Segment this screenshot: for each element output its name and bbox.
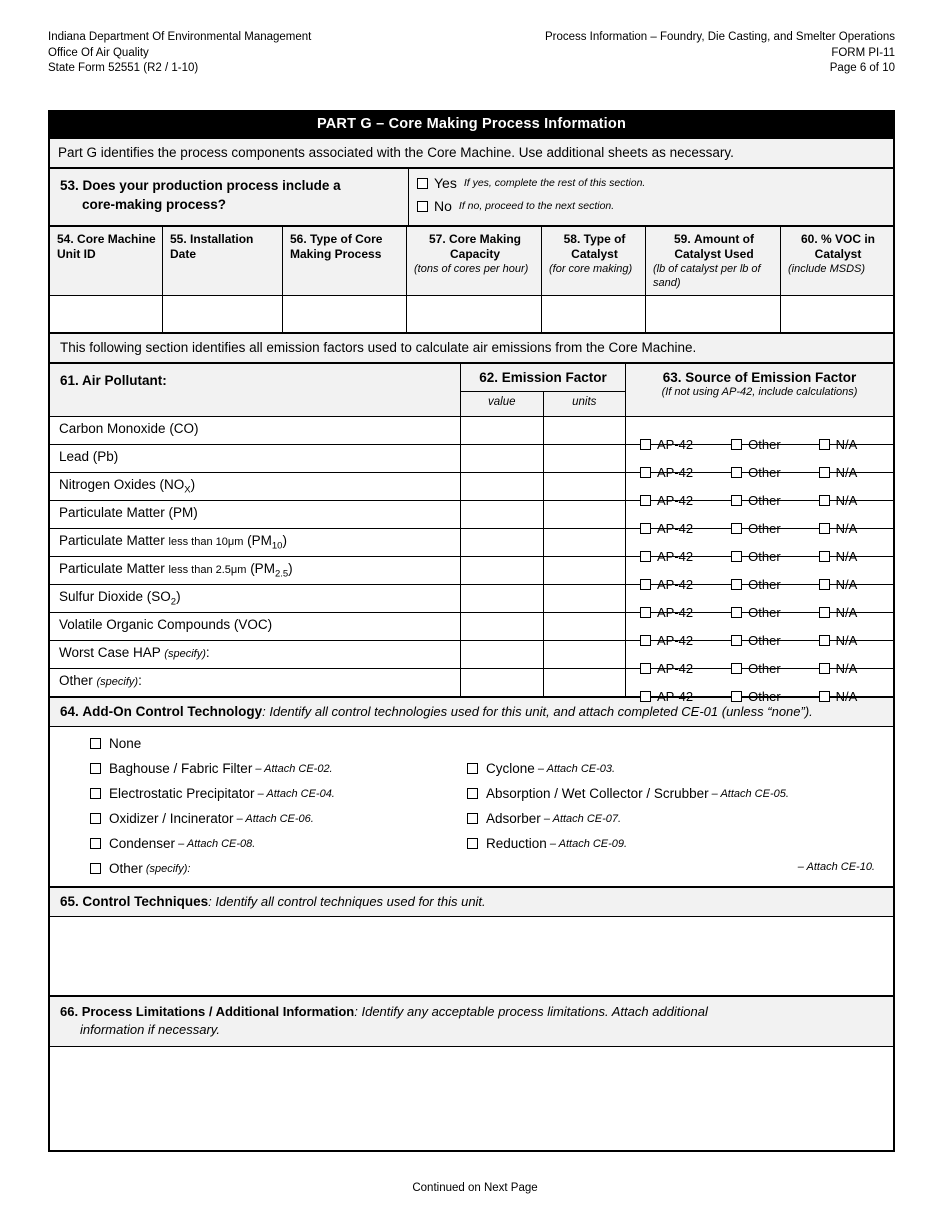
- source-option-label: N/A: [835, 465, 858, 480]
- column-header-61: 61. Air Pollutant:: [50, 364, 461, 416]
- control-option-adsorber-attach: – Attach CE-07.: [543, 812, 622, 825]
- emission-factor-units-cell[interactable]: [544, 473, 627, 500]
- control-options-row-2: [50, 786, 893, 801]
- control-option-esp-label: Electrostatic Precipitator: [109, 786, 255, 801]
- control-option-condenser-attach: – Attach CE-08.: [178, 837, 256, 850]
- control-option-oxidizer-label: Oxidizer / Incinerator: [109, 811, 234, 826]
- control-option-absorption-label: Absorption / Wet Collector / Scrubber: [486, 786, 709, 801]
- control-option-condenser[interactable]: [90, 836, 467, 851]
- pollutant-name: Worst Case HAP (specify):: [50, 641, 461, 668]
- column-60-sub: (include MSDS): [788, 263, 866, 275]
- column-59-sub: (lb of catalyst per lb of sand): [653, 263, 761, 289]
- section-66-number: 66.: [60, 1004, 79, 1019]
- control-option-other-specify: (specify): [145, 862, 188, 875]
- checkbox-icon[interactable]: [467, 788, 478, 799]
- checkbox-icon[interactable]: [819, 691, 830, 702]
- emission-source-cell: [626, 613, 893, 648]
- emission-source-cell: [626, 501, 893, 536]
- checkbox-icon[interactable]: [640, 691, 651, 702]
- source-option-label: N/A: [835, 661, 858, 676]
- pollutant-row: [50, 640, 893, 676]
- pollutant-row: [50, 612, 893, 648]
- control-options-row-1: [50, 761, 893, 776]
- source-option-label: N/A: [835, 437, 858, 452]
- emission-source-cell: [626, 473, 893, 508]
- source-option-label: Other: [748, 689, 781, 704]
- column-header-63: [626, 364, 893, 416]
- pollutant-name: Particulate Matter less than 2.5μm $(PM_{2.5})$: [50, 557, 461, 584]
- section-65-input-area[interactable]: [50, 916, 893, 995]
- source-option-label: AP-42: [657, 633, 694, 648]
- column-header-62: [461, 364, 626, 416]
- unit-entry-row: [50, 295, 893, 332]
- entry-cell-59[interactable]: [646, 296, 781, 332]
- emission-source-cell: [626, 529, 893, 564]
- pollutant-row: [50, 444, 893, 480]
- source-option-label: AP-42: [657, 521, 694, 536]
- source-option-other[interactable]: [731, 689, 781, 704]
- emission-factor-value-cell[interactable]: [461, 585, 544, 612]
- source-option-label: N/A: [835, 521, 858, 536]
- column-59-title: Amount of Catalyst Used: [674, 232, 754, 261]
- emission-factor-value-cell[interactable]: [461, 529, 544, 556]
- control-options-row-3: [50, 811, 893, 826]
- column-60-number: 60.: [800, 232, 818, 246]
- column-header-57: [407, 227, 542, 295]
- control-option-oxidizer[interactable]: [90, 811, 467, 826]
- question-53-line2: core-making process?: [82, 197, 227, 212]
- source-option-label: N/A: [835, 689, 858, 704]
- emission-factor-units-cell[interactable]: [544, 529, 627, 556]
- column-header-59: [646, 227, 781, 295]
- pollutant-name: Volatile Organic Compounds (VOC): [50, 613, 461, 640]
- control-option-none-label: None: [109, 736, 142, 751]
- control-option-condenser-label: Condenser: [109, 836, 176, 851]
- yes-hint: If yes, complete the rest of this section.: [463, 177, 646, 189]
- control-option-esp-attach: – Attach CE-04.: [257, 787, 335, 800]
- column-54-title: Core Machine Unit ID: [57, 232, 156, 261]
- entry-cell-55[interactable]: [163, 296, 283, 332]
- control-option-cyclone-label: Cyclone: [486, 761, 535, 776]
- checkbox-icon[interactable]: [467, 838, 478, 849]
- control-option-cyclone[interactable]: [467, 761, 615, 776]
- column-55-number: 55.: [170, 232, 187, 246]
- checkbox-icon[interactable]: [90, 838, 101, 849]
- section-66-header: [50, 995, 893, 1046]
- question-53-text: [50, 169, 409, 225]
- entry-cell-54[interactable]: [50, 296, 163, 332]
- page-footer: Continued on Next Page: [412, 1182, 538, 1194]
- question-53-yes-option[interactable]: [417, 175, 893, 191]
- part-g-form: [48, 110, 895, 1152]
- source-option-label: Other: [748, 605, 781, 620]
- pollutant-name: Lead (Pb): [50, 445, 461, 472]
- control-option-baghouse-attach: – Attach CE-02.: [255, 762, 333, 775]
- question-53-number: 53.: [60, 178, 79, 193]
- form-subject: Process Information – Foundry, Die Casting, and Smelter Operations: [544, 31, 895, 43]
- source-option-label: N/A: [835, 605, 858, 620]
- column-55-title: Installation Date: [170, 232, 254, 261]
- source-option-label: Other: [748, 437, 781, 452]
- page-number: Page 6 of 10: [829, 62, 895, 74]
- control-option-none-line: [50, 736, 893, 751]
- source-option-label: Other: [748, 549, 781, 564]
- checkbox-icon[interactable]: [90, 788, 101, 799]
- source-option-label: AP-42: [657, 605, 694, 620]
- control-option-baghouse-label: Baghouse / Fabric Filter: [109, 761, 253, 776]
- column-62-title: 62. Emission Factor: [461, 364, 625, 392]
- control-option-esp[interactable]: [90, 786, 467, 801]
- column-57-sub: (tons of cores per hour): [414, 263, 529, 275]
- control-option-other-attach: – Attach CE-10.: [797, 861, 875, 873]
- emission-factor-value-cell[interactable]: [461, 501, 544, 528]
- emission-source-cell: [626, 445, 893, 480]
- emission-source-cell: [626, 585, 893, 620]
- control-option-reduction[interactable]: [467, 836, 627, 851]
- control-options-row-4: [50, 836, 893, 851]
- control-option-reduction-label: Reduction: [486, 836, 547, 851]
- document-header: [48, 30, 895, 77]
- pollutant-row: [50, 556, 893, 592]
- section-65-instruction: : Identify all control techniques used for this unit.: [208, 894, 486, 909]
- yes-label: Yes: [434, 175, 457, 191]
- entry-cell-60[interactable]: [781, 296, 893, 332]
- question-53: [50, 167, 893, 225]
- column-header-56: [283, 227, 407, 295]
- emission-factor-units-cell[interactable]: [544, 417, 627, 444]
- column-header-58: [542, 227, 646, 295]
- source-option-label: Other: [748, 661, 781, 676]
- column-58-number: 58.: [563, 232, 581, 246]
- control-option-baghouse[interactable]: [90, 761, 467, 776]
- control-option-cyclone-attach: – Attach CE-03.: [537, 762, 616, 775]
- checkbox-icon[interactable]: [90, 763, 101, 774]
- column-56-number: 56.: [290, 232, 307, 246]
- question-53-no-option[interactable]: [417, 198, 893, 214]
- pollutant-row: [50, 472, 893, 508]
- column-62-units-label: units: [572, 396, 597, 408]
- checkbox-icon[interactable]: [417, 201, 428, 212]
- emission-source-cell: [626, 417, 893, 452]
- agency-name: Indiana Department Of Environmental Management: [48, 31, 312, 43]
- pollutant-name: Particulate Matter (PM): [50, 501, 461, 528]
- section-66-instruction-line2: information if necessary.: [80, 1022, 220, 1037]
- emission-factor-units-cell[interactable]: [544, 585, 627, 612]
- column-60-title: % VOC in Catalyst: [814, 232, 876, 261]
- section-64-instruction: : Identify all control technologies used for this unit, and attach completed CE-01 (unless “none”).: [262, 704, 813, 719]
- column-58-sub: (for core making): [549, 263, 633, 275]
- source-option-n-a[interactable]: [819, 689, 858, 704]
- checkbox-icon[interactable]: [467, 813, 478, 824]
- checkbox-icon[interactable]: [90, 738, 101, 749]
- column-54-number: 54.: [57, 232, 74, 246]
- emission-factor-units-cell[interactable]: [544, 501, 627, 528]
- pollutant-rows: [50, 416, 893, 704]
- control-option-oxidizer-attach: – Attach CE-06.: [236, 812, 314, 825]
- emission-factor-value-cell[interactable]: [461, 641, 544, 668]
- emission-source-cell: [626, 669, 893, 704]
- question-53-line1: Does your production process include a: [82, 178, 341, 193]
- no-label: No: [434, 198, 452, 214]
- source-option-label: AP-42: [657, 689, 694, 704]
- emission-table-header: [50, 362, 893, 416]
- section-64-number: 64.: [60, 704, 79, 719]
- control-option-adsorber-label: Adsorber: [486, 811, 541, 826]
- part-g-title: PART G – Core Making Process Information: [50, 112, 893, 137]
- section-64-title: Add-On Control Technology: [82, 704, 263, 719]
- source-option-label: Other: [748, 493, 781, 508]
- emission-source-cell: [626, 641, 893, 676]
- emission-intro: This following section identifies all emission factors used to calculate air emissions from the Core Machine.: [50, 332, 893, 362]
- source-option-label: AP-42: [657, 465, 694, 480]
- pollutant-row: [50, 416, 893, 452]
- column-58-title: Type of Catalyst: [571, 232, 626, 261]
- source-option-label: AP-42: [657, 437, 694, 452]
- checkbox-icon[interactable]: [417, 178, 428, 189]
- form-number: FORM PI-11: [831, 46, 895, 59]
- column-57-number: 57.: [428, 232, 446, 246]
- pollutant-name: Other (specify):: [50, 669, 461, 696]
- control-option-absorption-attach: – Attach CE-05.: [711, 787, 789, 800]
- source-option-label: N/A: [835, 549, 858, 564]
- state-form-id: State Form 52551 (R2 / 1-10): [48, 62, 199, 74]
- section-66-title: Process Limitations / Additional Information: [81, 1004, 355, 1019]
- column-63-title: 63. Source of Emission Factor: [662, 370, 857, 385]
- section-66-input-area[interactable]: [50, 1046, 893, 1150]
- source-option-label: N/A: [835, 493, 858, 508]
- source-option-label: Other: [748, 633, 781, 648]
- entry-cell-58[interactable]: [542, 296, 646, 332]
- emission-factor-value-cell[interactable]: [461, 557, 544, 584]
- pollutant-name: Carbon Monoxide (CO): [50, 417, 461, 444]
- pollutant-name: Nitrogen Oxides $(NO_X)$: [50, 473, 461, 500]
- checkbox-icon[interactable]: [90, 863, 101, 874]
- emission-factor-units-cell[interactable]: [544, 557, 627, 584]
- pollutant-name: Sulfur Dioxide $(SO_2)$: [50, 585, 461, 612]
- emission-factor-value-cell[interactable]: [461, 613, 544, 640]
- section-64-options: [50, 726, 893, 886]
- column-56-title: Type of Core Making Process: [290, 232, 383, 261]
- source-option-label: AP-42: [657, 577, 694, 592]
- control-option-none[interactable]: [90, 736, 467, 751]
- control-option-reduction-attach: – Attach CE-09.: [549, 837, 628, 850]
- control-option-absorption[interactable]: [467, 786, 789, 801]
- source-option-label: Other: [748, 521, 781, 536]
- source-option-label: AP-42: [657, 661, 694, 676]
- checkbox-icon[interactable]: [731, 691, 742, 702]
- emission-source-cell: [626, 557, 893, 592]
- entry-cell-56[interactable]: [283, 296, 407, 332]
- source-option-label: N/A: [835, 577, 858, 592]
- source-option-label: Other: [748, 577, 781, 592]
- source-option-label: Other: [748, 465, 781, 480]
- emission-factor-units-cell[interactable]: [544, 613, 627, 640]
- column-63-sub: (If not using AP-42, include calculations): [661, 386, 858, 398]
- no-hint: If no, proceed to the next section.: [458, 200, 615, 212]
- entry-cell-57[interactable]: [407, 296, 542, 332]
- pollutant-row: [50, 528, 893, 564]
- emission-factor-value-cell[interactable]: [461, 445, 544, 472]
- agency-office: Office Of Air Quality: [48, 46, 149, 59]
- checkbox-icon[interactable]: [467, 763, 478, 774]
- section-65-header: [50, 886, 893, 916]
- source-option-ap-42[interactable]: [640, 689, 693, 704]
- source-option-label: N/A: [835, 633, 858, 648]
- column-57-title: Core Making Capacity: [449, 232, 522, 261]
- checkbox-icon[interactable]: [90, 813, 101, 824]
- column-59-number: 59.: [673, 232, 691, 246]
- emission-factor-units-cell[interactable]: [544, 445, 627, 472]
- pollutant-row: [50, 500, 893, 536]
- pollutant-row: [50, 584, 893, 620]
- emission-factor-units-cell[interactable]: [544, 641, 627, 668]
- section-65-title: Control Techniques: [82, 894, 209, 909]
- emission-factor-value-cell[interactable]: [461, 669, 544, 696]
- question-53-answers: [409, 169, 893, 225]
- control-option-other[interactable]: Other (specify):: [90, 861, 190, 876]
- emission-factor-value-cell[interactable]: [461, 473, 544, 500]
- unit-columns-header: [50, 225, 893, 295]
- control-options-row-other: [50, 861, 893, 876]
- source-option-label: AP-42: [657, 493, 694, 508]
- column-header-55: [163, 227, 283, 295]
- section-65-number: 65.: [60, 894, 79, 909]
- column-62-value-label: value: [461, 392, 544, 416]
- section-66-instruction: : Identify any acceptable process limitations. Attach additional: [354, 1004, 708, 1019]
- column-header-54: [50, 227, 163, 295]
- emission-source-options: [626, 689, 893, 704]
- control-option-adsorber[interactable]: [467, 811, 621, 826]
- source-option-label: AP-42: [657, 549, 694, 564]
- pollutant-row: [50, 668, 893, 704]
- emission-factor-value-cell[interactable]: [461, 417, 544, 444]
- column-header-60: [781, 227, 893, 295]
- emission-factor-units-cell[interactable]: [544, 669, 627, 696]
- control-option-other-label: Other: [109, 861, 143, 876]
- part-g-intro: Part G identifies the process components associated with the Core Machine. Use additional sheets as necessary.: [50, 137, 893, 167]
- pollutant-name: Particulate Matter less than 10μm $(PM_{10})$: [50, 529, 461, 556]
